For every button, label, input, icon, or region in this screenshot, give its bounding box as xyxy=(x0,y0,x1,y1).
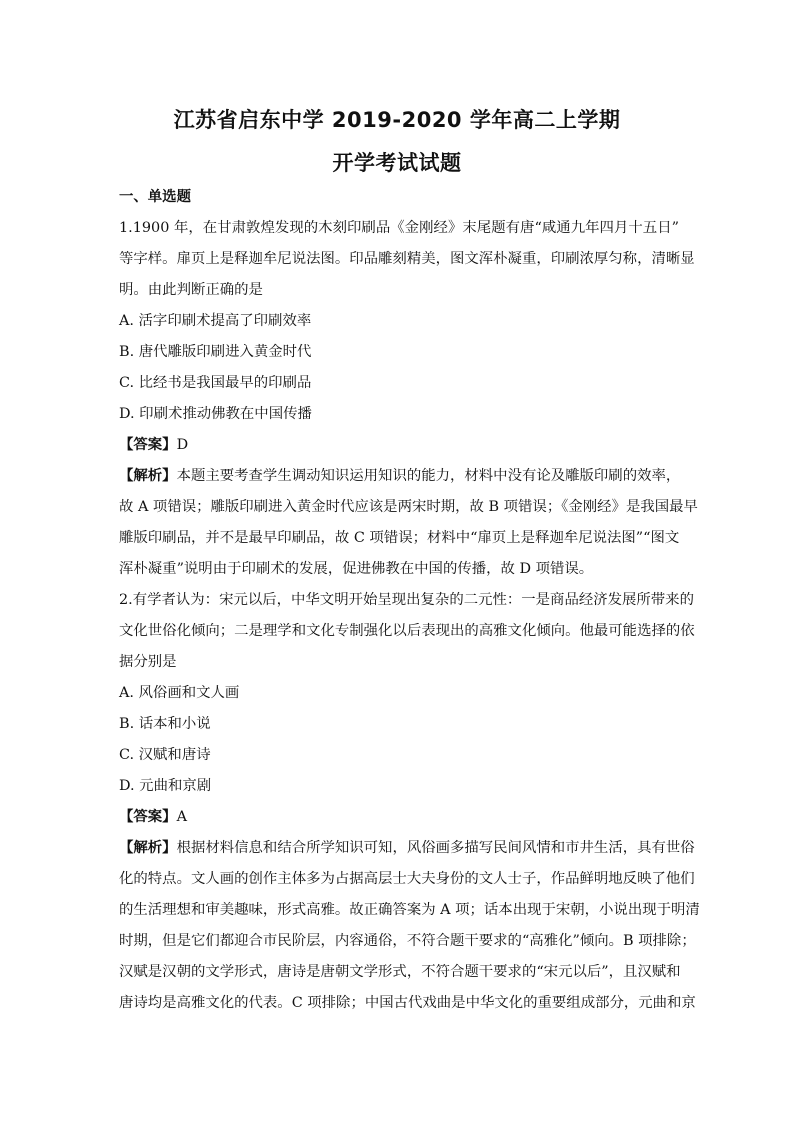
analysis-line: 的生活理想和审美趣味，形式高雅。故正确答案为 A 项；话本出现于宋朝，小说出现于明清 xyxy=(119,902,700,918)
document-subtitle: 开学考试试题 xyxy=(332,151,462,175)
option-c: C. 汉赋和唐诗 xyxy=(119,747,211,763)
analysis-line xyxy=(119,461,679,492)
document-body xyxy=(119,182,700,1019)
answer-line xyxy=(119,802,679,833)
analysis-line xyxy=(119,833,695,864)
section-heading: 一、单选题 xyxy=(119,189,191,205)
question-stem-line: 明。由此判断正确的是 xyxy=(119,282,263,298)
question-stem-line: 等字样。扉页上是释迦牟尼说法图。印品雕刻精美，图文浑朴凝重，印刷浓厚匀称，清晰显 xyxy=(119,251,695,267)
option-a: A. 风俗画和文人画 xyxy=(119,685,240,701)
question-1 xyxy=(119,213,698,585)
answer-line xyxy=(119,430,679,461)
question-2 xyxy=(119,585,700,1019)
answer-value: A xyxy=(176,809,187,825)
option-c: C. 比经书是我国最早的印刷品 xyxy=(119,375,312,391)
question-stem-line: 据分别是 xyxy=(119,654,177,670)
analysis-line: 汉赋是汉朝的文学形式，唐诗是唐朝文学形式，不符合题干要求的“宋元以后”，且汉赋和 xyxy=(119,964,681,980)
question-stem-line: 1.1900 年，在甘肃敦煌发现的木刻印刷品《金刚经》末尾题有唐“咸通九年四月十五日” xyxy=(119,220,679,236)
analysis-tag: 【解析】 xyxy=(119,840,177,856)
option-b: B. 唐代雕版印刷进入黄金时代 xyxy=(119,344,312,360)
document-title: 江苏省启东中学 2019-2020 学年高二上学期 xyxy=(173,108,621,132)
question-stem-line: 2.有学者认为：宋元以后，中华文明开始呈现出复杂的二元性：一是商品经济发展所带来的 xyxy=(119,592,694,608)
option-a: A. 活字印刷术提高了印刷效率 xyxy=(119,313,312,329)
analysis-line: 化的特点。文人画的创作主体多为占据高层士大夫身份的文人士子，作品鲜明地反映了他们 xyxy=(119,871,695,887)
option-b: B. 话本和小说 xyxy=(119,716,211,732)
answer-tag: 【答案】 xyxy=(119,437,177,453)
analysis-line: 唐诗均是高雅文化的代表。C 项排除；中国古代戏曲是中华文化的重要组成部分，元曲和京 xyxy=(119,995,696,1011)
analysis-line: 时期，但是它们都迎合市民阶层，内容通俗，不符合题干要求的“高雅化”倾向。B 项排除； xyxy=(119,933,696,949)
option-d: D. 元曲和京剧 xyxy=(119,778,212,794)
analysis-text: 本题主要考查学生调动知识运用知识的能力，材料中没有论及雕版印刷的效率， xyxy=(176,468,681,484)
answer-value: D xyxy=(176,437,189,453)
answer-tag: 【答案】 xyxy=(119,809,177,825)
option-d: D. 印刷术推动佛教在中国传播 xyxy=(119,406,312,422)
question-stem-line: 文化世俗化倾向；二是理学和文化专制强化以后表现出的高雅文化倾向。他最可能选择的依 xyxy=(119,623,695,639)
analysis-line: 雕版印刷品，并不是最早印刷品，故 C 项错误；材料中“扉页上是释迦牟尼说法图”“图文 xyxy=(119,530,680,546)
analysis-line: 故 A 项错误；雕版印刷进入黄金时代应该是两宋时期，故 B 项错误；《金刚经》是我国最早 xyxy=(119,499,698,515)
analysis-line: 浑朴凝重”说明由于印刷术的发展，促进佛教在中国的传播，故 D 项错误。 xyxy=(119,561,594,577)
analysis-tag: 【解析】 xyxy=(119,468,177,484)
analysis-text: 根据材料信息和结合所学知识可知，风俗画多描写民间风情和市井生活，具有世俗 xyxy=(176,840,695,856)
